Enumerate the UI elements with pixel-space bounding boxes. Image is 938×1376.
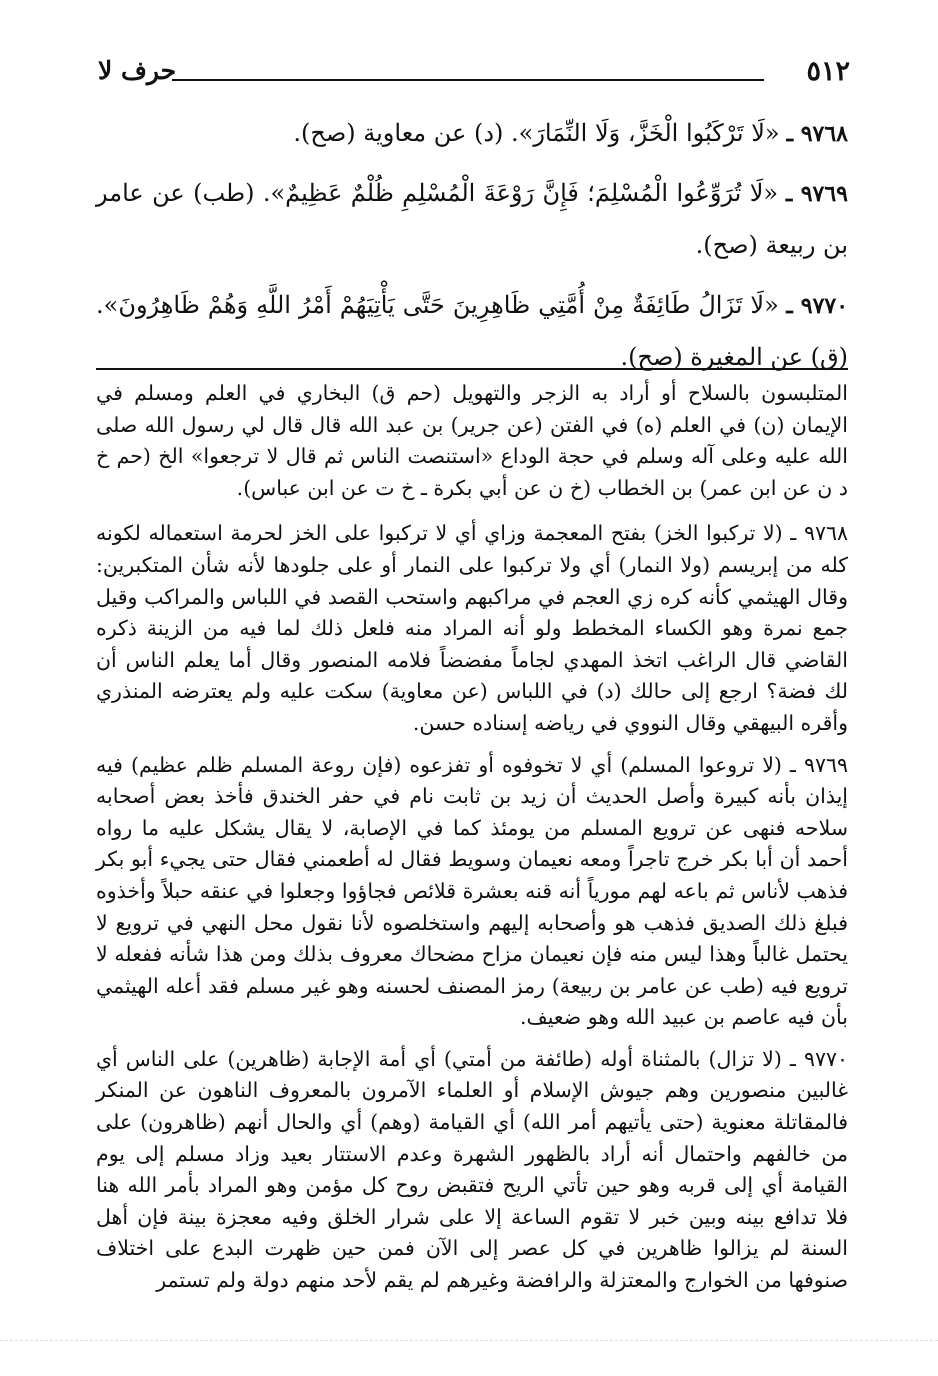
page-header (98, 52, 850, 92)
commentary-paragraph-9768: ٩٧٦٨ ـ (لا تركبوا الخز) بفتح المعجمة وزاي أي لا تركبوا على الخز لحرمة استعماله لكونه كله من إبريسم (ولا النمار) أي ولا تركبوا على النمار أو على جلودها لأنه شأن المتكبرين: وقال الهيثمي كأنه كره زي العجم في مراكبهم واستحب القصد في اللباس والمراكب وقيل جمع نمرة وهو الكساء المخطط ولو أنه المراد منه فلعل ذلك لما فيه من الزينة ذكره القاضي قال الراغب اتخذ المهدي لجاماً مفضضاً فلامه المنصور وقال أما يعلم الناس أن لك فضة؟ ارجع إلى حالك (د) في اللباس (عن معاوية) سكت عليه ولم يعترضه المنذري وأقره البيهقي وقال النووي في رياضه إسناده حسن. (96, 521, 848, 735)
hadith-number: ٩٧٦٨ ـ (786, 121, 848, 147)
commentary-paragraph: المتلبسون بالسلاح أو أراد به الزجر والتهويل (حم ق) البخاري في العلم ومسلم في الإيمان (ن) في العلم (ه) في الفتن (عن جرير) بن عبد الله قال قال لي رسول الله صلى الله عليه وعلى آله وسلم في حجة الوداع «استنصت الناس ثم قال لا ترجعوا» الخ (حم خ د ن عن ابن عمر) بن الخطاب (خ ن عن أبي بكرة ـ خ ت عن ابن عباس). (96, 381, 848, 500)
commentary-paragraph-9769: ٩٧٦٩ ـ (لا تروعوا المسلم) أي لا تخوفوه أو تفزعوه (فإن روعة المسلم ظلم عظيم) فيه إيذان بأنه كبيرة وأصل الحديث أن زيد بن ثابت نام في حفر الخندق فأخذ بعض أصحابه سلاحه فنهى عن ترويع المسلم من يومئذ كما في الإصابة، لا يقال يشكل عليه ما رواه أحمد أن أبا بكر خرج تاجراً ومعه نعيمان وسويط فقال له أطعمني فقال حتى يجيء أبو بكر فذهب لأناس ثم باعه لهم مورياً أنه قنه بعشرة قلائص فجاؤوا وجعلوا في عنقه حبلاً وأخذوه فبلغ ذلك الصديق فذهب هو وأصحابه إليهم واستخلصوه لأنا نقول محل النهي في ترويع لا يحتمل غالباً وهذا ليس منه فإن نعيمان مزاح مضحاك معروف بذلك ومن هذا شأنه ففعله لا ترويع فيه (طب عن عامر بن ربيعة) رمز المصنف لحسنه وهو غير مسلم فقد أعله الهيثمي بأن فيه عاصم بن عبيد الله وهو ضعيف. (96, 752, 848, 1030)
chapter-title: حرف لا (98, 56, 177, 85)
hadith-list (96, 108, 848, 392)
page-number: ٥١٢ (806, 56, 850, 87)
scan-edge (0, 1340, 938, 1341)
commentary-section (96, 378, 848, 1307)
commentary-paragraph-9770: ٩٧٧٠ ـ (لا تزال) بالمثناة أوله (طائفة من أمتي) أي أمة الإجابة (ظاهرين) على الناس أي غالبين منصورين وهم جيوش الإسلام أو العلماء الآمرون بالمعروف الناهون عن المنكر فالمقاتلة معنوية (حتى يأتيهم أمر الله) أي القيامة (وهم) أي والحال أنهم (ظاهرون) على من خالفهم واحتمال أنه أراد بالظهور الشهرة وعدم الاستتار بعيد وزاد مسلم إلى يوم القيامة أي إلى قربه وهو حين تأتي الريح فتقبض روح كل مؤمن وهو المراد بأمر الله هنا فلا تدافع بينه وبين خبر لا تقوم الساعة إلا على شرار الخلق وفيه معجزة بينة فإن أهل السنة لم يزالوا ظاهرين في كل عصر إلى الآن فمن حين ظهرت البدع على اختلاف صنوفها من الخوارج والمعتزلة والرافضة وغيرهم لم يقم لأحد منهم دولة ولم تستمر (96, 1046, 848, 1293)
hadith-text: «لَا تُرَوِّعُوا الْمُسْلِمَ؛ فَإِنَّ رَوْعَةَ الْمُسْلِمِ ظُلْمٌ عَظِيمٌ». (طب) عن عامر بن ربيعة (صح). (96, 179, 848, 259)
header-rule (172, 79, 764, 81)
hadith-number: ٩٧٧٠ ـ (786, 293, 849, 319)
hadith-text: «لَا تَزَالُ طَائِفَةٌ مِنْ أُمَّتِي ظَاهِرِينَ حَتَّى يَأْتِيَهُمْ أَمْرُ اللَّهِ وَهُمْ ظَاهِرُونَ». (ق) عن المغيرة (صح). (96, 291, 848, 371)
footnote-separator (96, 368, 848, 370)
hadith-9769 (96, 168, 848, 272)
hadith-9768 (96, 108, 848, 160)
hadith-text: «لَا تَرْكَبُوا الْخَزَّ، وَلَا النِّمَارَ». (د) عن معاوية (صح). (293, 119, 780, 147)
hadith-number: ٩٧٦٩ ـ (785, 181, 848, 207)
